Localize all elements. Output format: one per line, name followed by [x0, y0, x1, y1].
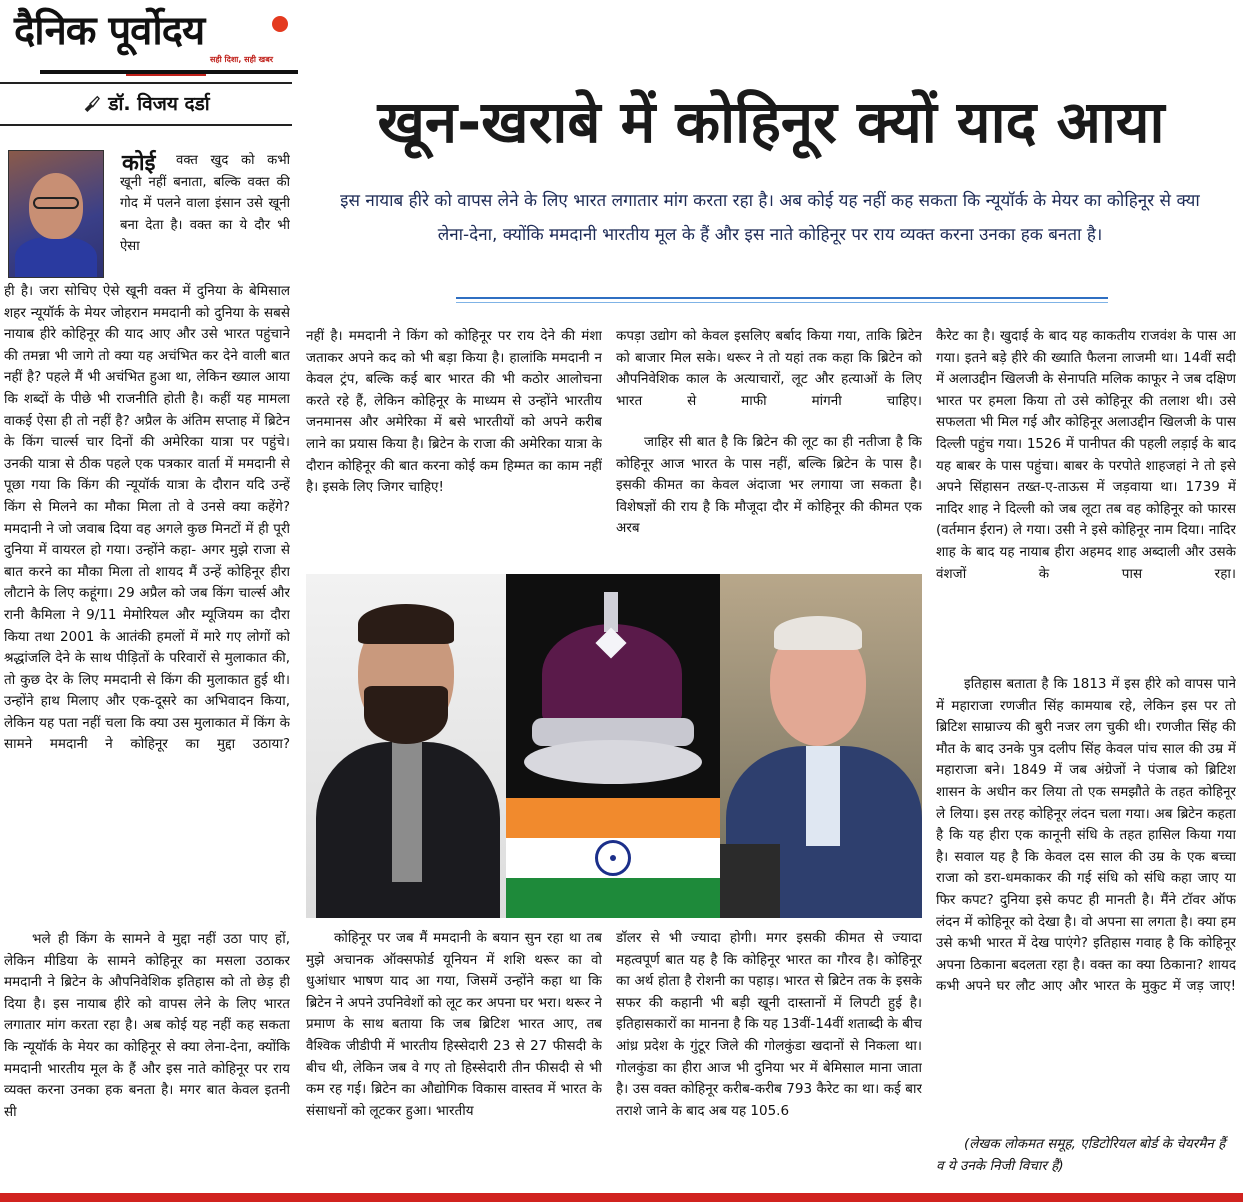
article-col3-bottom: डॉलर से भी ज्यादा होगी। मगर इसकी कीमत से ज्यादा महत्वपूर्ण बात यह है कि कोहिनूर भारत का गौरव है। कोहिनूर का अर्थ होता है रोशनी का पहाड़। भारत से ब्रिटेन तक के इसके सफर की कहानी भी बड़ी खूनी दास्तानों में लिपटी हुई है। इतिहासकारों का मानना है कि यह 13वीं-14वीं शताब्दी के बीच आंध्र प्रदेश के गुंटूर जिले की गोलकुंडा खदानों से निकला था। गोलकुंडा का हीरा आज भी दुनिया भर में बेमिसाल माना जाता है। उस वक्त कोहिनूर करीब-करीब 793 कैरेट का था। कई बार तराशे जाने के बाद अब यह 105.6 [616, 930, 922, 1119]
page-bottom-rule [0, 1193, 1243, 1202]
crown-cross [604, 592, 618, 632]
author-signoff: (लेखक लोकमत समूह, एडिटोरियल बोर्ड के चेयरमैन हैं व ये उनके निजी विचार हैं) [936, 1136, 1226, 1174]
article-col1-beside-photo: वक्त खुद को कभी खूनी नहीं बनाता, बल्कि वक्त की गोद में पलने वाला इंसान उसे खूनी बना देता है। वक्त का ये दौर भी ऐसा [120, 153, 290, 255]
byline-rule-bottom [0, 124, 292, 126]
masthead-logo-dot [272, 16, 288, 32]
article-photo-collage [306, 574, 922, 918]
photo-king-charles [720, 574, 922, 918]
ashoka-chakra-icon [595, 840, 631, 876]
pen-nib-icon [82, 94, 100, 112]
indian-flag-icon [506, 798, 720, 918]
article-col1: ही है। जरा सोचिए ऐसे खूनी वक्त में दुनिया के बेमिसाल शहर न्यूयॉर्क के मेयर जोहरान ममदानी को दुनिया के सबसे नायाब हीरे कोहिनूर की याद आए और उसे भारत पहुंचाने की तमन्ना भी जागे तो क्या यह अचंभित कर देने वाली बात नहीं है? पहले मैं भी अचंभित हुआ था, लेकिन ख्याल आया कि शब्दों के पीछे भी राजनीति होती है। कहीं यह मामला वाकई ऐसा ही तो नहीं है? अप्रैल के अंतिम सप्ताह में ब्रिटेन के किंग चार्ल्स चार दिनों की अमेरिका यात्रा पर पहुंचे। उनकी यात्रा से ठीक पहले एक पत्रकार वार्ता में ममदानी से पूछा गया कि किंग की न्यूयॉर्क यात्रा के दौरान यदि उन्हें किंग से मिलने का मौका मिला तो वे उनसे क्या कहेंगे? ममदानी ने जो जवाब दिया वह अगले कुछ मिनटों में ही पूरी दुनिया में वायरल हो गया। उन्होंने कहा- अगर मुझे राजा से बात करने का मौका मिला तो शायद मैं उन्हें कोहिनूर हीरा लौटाने के लिए कहूंगा। 29 अप्रैल को जब किंग चार्ल्स और रानी कैमिला ने 9/11 मेमोरियल और म्यूजियम का दौरा किया तथा 2001 के आतंकी हमलों में मारे गए लोगों को श्रद्धांजलि देने के साथ पीड़ितों के परिवारों से मुलाकात की, तो कुछ देर के लिए ममदानी से किंग की मुलाकात हुई थी। उन्होंने हाथ मिलाए और एक-दूसरे का अभिवादन किया, लेकिन यह पता नहीं चला कि क्या उस मुलाकात में किंग के सामने ममदानी ने कोहिनूर का मुद्दा उठाया? [4, 283, 290, 753]
masthead-red-accent [126, 74, 206, 76]
crown-base [524, 740, 702, 784]
opening-word: कोई [122, 151, 156, 176]
newspaper-tagline: सही दिशा, सही खबर [210, 55, 274, 64]
author-photo [8, 150, 104, 278]
masthead [14, 8, 286, 78]
headline: खून-खराबे में कोहिनूर क्यों याद आया [377, 88, 1165, 156]
article-col4: कैरेट का है। खुदाई के बाद यह काकतीय राजवंश के पास आ गया। इतने बड़े हीरे की ख्याति फैलना लाजमी था। 14वीं सदी में अलाउद्दीन खिलजी के सेनापति मलिक काफूर ने जब दक्षिण भारत पर हमला किया तो उसे कोहिनूर की तलाश थी। उसे सफलता भी मिल गई और कोहिनूर अलाउद्दीन खिलजी के पास दिल्ली पहुंच गया। 1526 में पानीपत की पहली लड़ाई के बाद यह बाबर के पास पहुंचा। बाबर के परपोते शाहजहां ने तो इसे अपने सिंहासन तख्त-ए-ताऊस में जड़वाया था। 1739 में नादिर शाह ने दिल्ली को जब लूटा तब वह कोहिनूर को फारस (वर्तमान ईरान) ले गया। उसी ने इसे कोहिनूर नाम दिया। नादिर शाह के बाद यह नायाब हीरा अहमद शाह अब्दाली और उसके वंशजों के पास रहा। [936, 328, 1236, 582]
photo-mamdani [306, 574, 506, 918]
article-col1-para2: भले ही किंग के सामने वे मुद्दा नहीं उठा पाए हों, लेकिन मीडिया के सामने कोहिनूर का मसला उठाकर ममदानी ने ब्रिटेन के औपनिवेशिक इतिहास को तो छेड़ ही दिया है। इस नायाब हीरे को वापस लेने के लिए भारत लगातार मांग करता रहा है। अब कोई यह नहीं कह सकता कि न्यूयॉर्क के मेयर का कोहिनूर से क्या लेना-देना, क्योंकि ममदानी भारतीय मूल के हैं और इस नाते कोहिनूर पर राय व्यक्त करना उनका हक बनता है। मगर बात केवल इतनी सी [4, 931, 290, 1120]
article-col2-bottom: कोहिनूर पर जब मैं ममदानी के बयान सुन रहा था तब मुझे अचानक ऑक्सफोर्ड यूनियन में शशि थरूर का वो धुआंधार भाषण याद आ गया, जिसमें उन्होंने कहा था कि ब्रिटेन ने अपने उपनिवेशों को लूट कर अपना घर भरा। थरूर ने प्रमाण के साथ बताया कि जब ब्रिटिश भारत आए, तब वैश्विक जीडीपी में भारतीय हिस्सेदारी 23 से 27 फीसदी के बीच थी, लेकिन जब वे गए तो हिस्सेदारी तीन फीसदी से भी कम रह गई। ब्रिटेन का औद्योगिक विकास वास्तव में भारत के संसाधनों को लूटकर हुआ। भारतीय [306, 930, 602, 1119]
author-name: डॉ. विजय दर्डा [108, 93, 210, 115]
article-col3-top: कपड़ा उद्योग को केवल इसलिए बर्बाद किया गया, ताकि ब्रिटेन को बाजार मिल सके। थरूर ने तो यहां तक कहा कि ब्रिटेन को औपनिवेशिक काल के अत्याचारों, लूट और हत्याओं के लिए भारत से माफी मांगनी चाहिए। [616, 328, 922, 409]
byline-rule-top [0, 82, 292, 84]
article-col2-top: नहीं है। ममदानी ने किंग को कोहिनूर पर राय देने की मंशा जताकर अपने कद को भी बड़ा किया है। हालांकि ममदानी न केवल ट्रंप, बल्कि कई बार भारत की भी कठोर आलोचना करते रहे हैं, लेकिन कोहिनूर के माध्यम से उन्होंने भारतीय जनमानस और अमेरिका में बसे भारतीयों को अपने करीब लाने का प्रयास किया है। ब्रिटेन के राजा की अमेरिका यात्रा के दौरान कोहिनूर की बात करना कोई कम हिम्मत का काम नहीं है। इसके लिए जिगर चाहिए! [306, 328, 602, 496]
article-col4-para2: इतिहास बताता है कि 1813 में इस हीरे को वापस पाने में महाराजा रणजीत सिंह कामयाब रहे, लेकिन इस पर तो ब्रिटिश साम्राज्य की बुरी नजर लग चुकी थी। रणजीत सिंह की मौत के बाद उनके पुत्र दलीप सिंह केवल पांच साल की उम्र में महाराजा बने। 1849 में जब अंग्रेजों ने पंजाब को ब्रिटिश शासन के अधीन कर लिया तो एक समझौते के तहत कोहिनूर ले लिया। इस तरह कोहिनूर लंदन चला गया। अब ब्रिटेन कहता है कि यह हीरा एक कानूनी संधि के तहत हासिल किया गया है। सवाल यह है कि केवल दस साल की उम्र के एक बच्चा राजा को डरा-धमकाकर की गई संधि को संधि कहा जाए या फिर कपट? दुनिया इसे कपट ही मानती है। मैंने टॉवर ऑफ लंदन में कोहिनूर को देखा है। वो अपना सा लगता है। क्या हम उसे कभी भारत में देख पाएंगे? इतिहास गवाह है कि कोहिनूर अपना ठिकाना बदलता रहा है। वक्त का क्या ठिकाना? शायद कभी अपने घर लौट आए और भारत के मुकुट में जड़ जाए! [936, 676, 1236, 995]
deck-rule-thin [456, 302, 1108, 303]
deck-rule [456, 297, 1108, 299]
deck-summary: इस नायाब हीरे को वापस लेने के लिए भारत लगातार मांग करता रहा है। अब कोई यह नहीं कह सकता कि न्यूयॉर्क के मेयर का कोहिनूर से क्या लेना-देना, क्योंकि ममदानी भारतीय मूल के हैं और इस नाते कोहिनूर पर राय व्यक्त करना उनका हक बनता है। [340, 191, 1200, 245]
byline [0, 88, 292, 118]
newspaper-title: दैनिक पूर्वोदय [14, 8, 205, 54]
article-col3-top-para2: जाहिर सी बात है कि ब्रिटेन की लूट का ही नतीजा है कि कोहिनूर आज भारत के पास नहीं, बल्कि ब्रिटेन के पास है। इसकी कीमत का केवल अंदाजा भर लगाया जा सकता है। विशेषज्ञों की राय है कि मौजूदा दौर में कोहिनूर की कीमत एक अरब [616, 434, 922, 537]
